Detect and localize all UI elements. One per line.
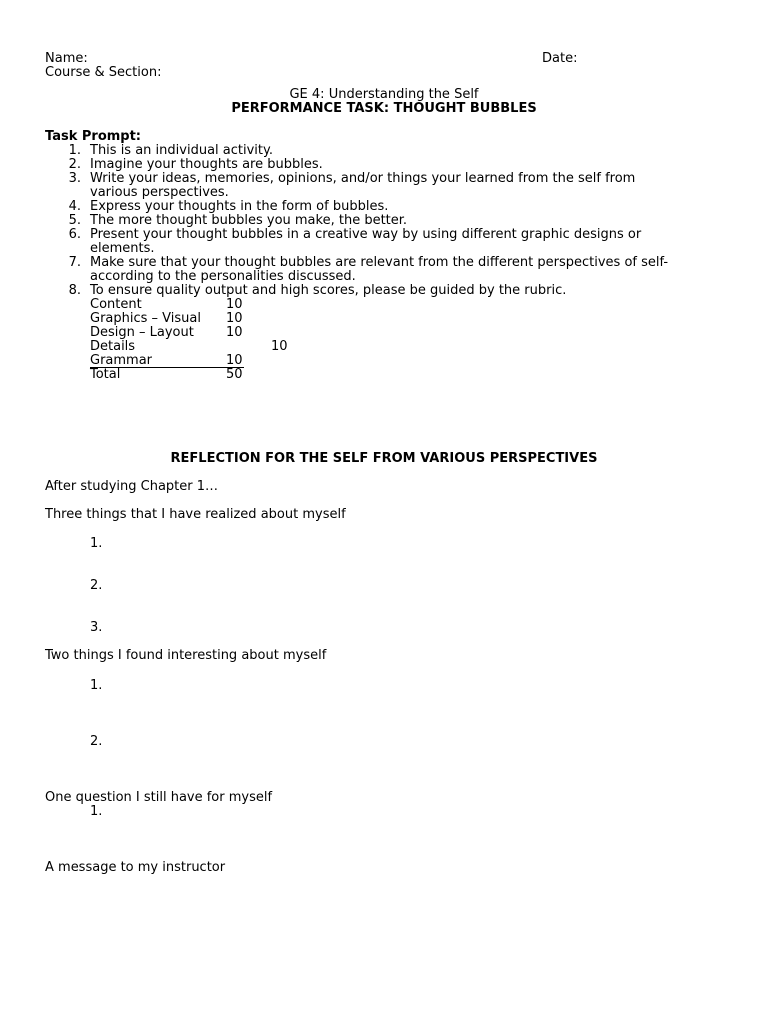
list-item-number: 5.: [68, 213, 81, 228]
list-item-text: Write your ideas, memories, opinions, and/or things your learned from the self from: [90, 171, 636, 186]
rubric-total-points: 50: [226, 367, 243, 382]
list-item-text: Present your thought bubbles in a creative way by using different graphic designs or: [90, 227, 642, 242]
answer-number: 1.: [90, 536, 103, 551]
list-item-text: The more thought bubbles you make, the better.: [90, 213, 408, 228]
reflection-intro: After studying Chapter 1…: [45, 479, 219, 494]
answer-number: 3.: [90, 620, 103, 635]
list-item-number: 2.: [68, 157, 81, 172]
reflection-title: REFLECTION FOR THE SELF FROM VARIOUS PERSPECTIVES: [170, 451, 598, 466]
rubric-total-label: Total: [90, 367, 121, 382]
task-title: PERFORMANCE TASK: THOUGHT BUBBLES: [231, 101, 537, 116]
list-item-text: Make sure that your thought bubbles are relevant from the different perspectives of self-: [90, 255, 669, 270]
list-item-text: This is an individual activity.: [90, 143, 273, 158]
question-interesting: Two things I found interesting about myself: [45, 648, 327, 663]
rubric-points: 10: [226, 311, 243, 326]
question-realized: Three things that I have realized about myself: [45, 507, 346, 522]
question-remaining: One question I still have for myself: [45, 790, 273, 805]
list-item-text: To ensure quality output and high scores, please be guided by the rubric.: [90, 283, 567, 298]
list-item-text: Express your thoughts in the form of bubbles.: [90, 199, 389, 214]
message-to-instructor: A message to my instructor: [45, 860, 226, 875]
rubric-points: 10: [226, 353, 243, 368]
rubric-criterion: Details: [90, 339, 136, 354]
answer-number: 1.: [90, 678, 103, 693]
course-section-label: Course & Section:: [45, 65, 162, 80]
rubric-points: 10: [226, 325, 243, 340]
date-label: Date:: [542, 51, 578, 66]
rubric-criterion: Content: [90, 297, 142, 312]
list-item-number: 4.: [68, 199, 81, 214]
list-item-number: 8.: [68, 283, 81, 298]
list-item-text-continued: various perspectives.: [90, 185, 229, 200]
answer-number: 2.: [90, 734, 103, 749]
course-title: GE 4: Understanding the Self: [289, 87, 479, 102]
rubric-points: 10: [226, 297, 243, 312]
list-item-text-continued: according to the personalities discussed.: [90, 269, 356, 284]
list-item-number: 7.: [68, 255, 81, 270]
list-item-text-continued: elements.: [90, 241, 155, 256]
list-item-number: 1.: [68, 143, 81, 158]
rubric-criterion: Graphics – Visual: [90, 311, 201, 326]
task-prompt-heading: Task Prompt:: [45, 129, 142, 144]
rubric-points: 10: [271, 339, 288, 354]
list-item-number: 3.: [68, 171, 81, 186]
answer-number: 2.: [90, 578, 103, 593]
rubric-criterion: Grammar: [90, 353, 153, 368]
name-label: Name:: [45, 51, 88, 66]
rubric-criterion: Design – Layout: [90, 325, 194, 340]
answer-number: 1.: [90, 804, 103, 819]
list-item-text: Imagine your thoughts are bubbles.: [90, 157, 323, 172]
list-item-number: 6.: [68, 227, 81, 242]
